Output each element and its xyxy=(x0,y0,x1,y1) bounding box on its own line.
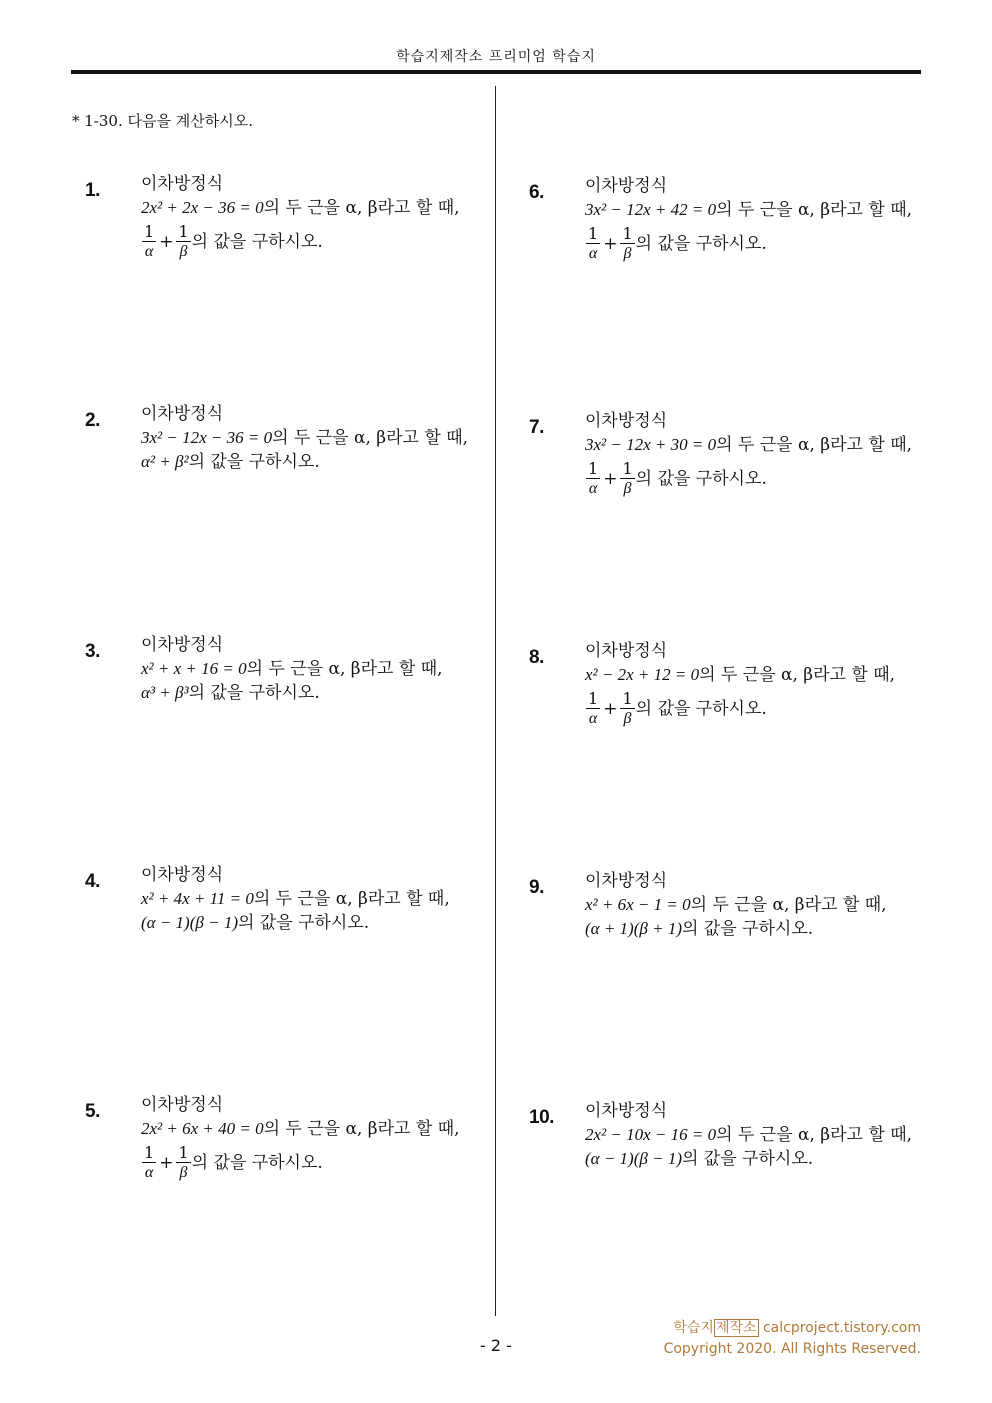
condition-text: 의 두 근을 α, β라고 할 때, xyxy=(716,200,913,220)
problem-body xyxy=(585,1099,945,1171)
problem-title: 이차방정식 xyxy=(585,176,668,196)
problem-title: 이차방정식 xyxy=(141,174,224,194)
target-text: 의 값을 구하시오. xyxy=(681,1149,814,1169)
problem-number: 1. xyxy=(85,180,100,201)
equation: 3x² − 12x − 36 = 0 xyxy=(141,428,273,447)
target-text: 의 값을 구하시오. xyxy=(681,919,814,939)
footer-brand-b: 제작소 xyxy=(715,1320,757,1336)
fraction xyxy=(176,1144,190,1183)
fraction xyxy=(586,460,600,499)
plus-sign: + xyxy=(603,469,618,489)
fraction xyxy=(142,223,156,262)
target-text: 의 값을 구하시오. xyxy=(635,699,767,719)
fraction-numerator: 1 xyxy=(588,458,599,478)
fraction-numerator: 1 xyxy=(588,223,599,243)
fraction-numerator: 1 xyxy=(144,221,155,241)
problem-target-line xyxy=(141,911,501,935)
fraction-numerator: 1 xyxy=(178,221,189,241)
condition-text: 의 두 근을 α, β라고 할 때, xyxy=(246,659,443,679)
fraction-denominator: α xyxy=(144,242,154,260)
problem-number: 5. xyxy=(85,1101,100,1122)
problem-number: 4. xyxy=(85,871,100,892)
problem-target-line xyxy=(141,681,501,705)
problem-condition-line xyxy=(585,1123,945,1147)
target-expression: α³ + β³ xyxy=(141,683,189,702)
condition-text: 의 두 근을 α, β라고 할 때, xyxy=(716,1125,913,1145)
problem-condition-line xyxy=(141,657,501,681)
condition-text: 의 두 근을 α, β라고 할 때, xyxy=(263,1119,460,1139)
equation: 3x² − 12x + 30 = 0 xyxy=(585,435,717,454)
fraction-numerator: 1 xyxy=(622,458,633,478)
fraction xyxy=(620,460,634,499)
equation: x² + x + 16 = 0 xyxy=(141,659,247,678)
problem-condition-line xyxy=(585,663,945,687)
fraction-denominator: β xyxy=(179,1163,188,1181)
equation: x² − 2x + 12 = 0 xyxy=(585,665,700,684)
problem-condition-line xyxy=(585,893,945,917)
problem-target-line xyxy=(585,917,945,941)
plus-sign: + xyxy=(603,699,618,719)
problem-condition-line xyxy=(585,433,945,457)
fraction xyxy=(586,225,600,264)
problem-target-line xyxy=(141,220,501,264)
footer-brand-a: 학습지 xyxy=(673,1320,714,1336)
equation: 2x² + 2x − 36 = 0 xyxy=(141,198,264,217)
problem-title: 이차방정식 xyxy=(141,865,224,885)
problem-number: 6. xyxy=(529,182,544,203)
problem-condition-line xyxy=(141,1117,501,1141)
problem-condition-line xyxy=(141,887,501,911)
fraction-denominator: α xyxy=(588,244,598,262)
problem-target-line xyxy=(585,222,945,266)
fraction xyxy=(176,223,190,262)
equation: x² + 4x + 11 = 0 xyxy=(141,889,254,908)
problem-target-line xyxy=(585,457,945,501)
target-text: 의 값을 구하시오. xyxy=(188,452,320,472)
problem-body xyxy=(585,639,945,731)
problem-title: 이차방정식 xyxy=(141,635,224,655)
plus-sign: + xyxy=(159,1153,174,1173)
condition-text: 의 두 근을 α, β라고 할 때, xyxy=(253,889,450,909)
condition-text: 의 두 근을 α, β라고 할 때, xyxy=(716,435,913,455)
fraction-denominator: β xyxy=(623,709,632,727)
fraction xyxy=(620,690,634,729)
page-header-title: 학습지제작소 프리미엄 학습지 xyxy=(396,49,596,65)
problem-body xyxy=(585,869,945,941)
footer-copyright: Copyright 2020. All Rights Reserved. xyxy=(663,1341,921,1357)
problem-condition-line xyxy=(141,426,501,450)
condition-text: 의 두 근을 α, β라고 할 때, xyxy=(690,895,887,915)
problem-body xyxy=(585,409,945,501)
problem-number: 10. xyxy=(529,1107,554,1128)
problem-title: 이차방정식 xyxy=(585,411,668,431)
target-text: 의 값을 구하시오. xyxy=(191,232,323,252)
fraction-numerator: 1 xyxy=(622,223,633,243)
plus-sign: + xyxy=(603,234,618,254)
problem-number: 8. xyxy=(529,647,544,668)
problem-condition-line xyxy=(585,198,945,222)
instruction-text: * 1-30. 다음을 계산하시오. xyxy=(72,112,253,130)
fraction-denominator: α xyxy=(144,1163,154,1181)
problem-target-line xyxy=(141,1141,501,1185)
problem-body xyxy=(141,402,501,474)
target-expression: α² + β² xyxy=(141,452,189,471)
fraction xyxy=(586,690,600,729)
target-text: 의 값을 구하시오. xyxy=(635,469,767,489)
fraction-numerator: 1 xyxy=(588,688,599,708)
fraction-denominator: α xyxy=(588,479,598,497)
condition-text: 의 두 근을 α, β라고 할 때, xyxy=(699,665,896,685)
problem-body xyxy=(141,1093,501,1185)
problem-body xyxy=(585,174,945,266)
target-text: 의 값을 구하시오. xyxy=(237,913,370,933)
target-text: 의 값을 구하시오. xyxy=(191,1153,323,1173)
equation: 3x² − 12x + 42 = 0 xyxy=(585,200,717,219)
page-number: - 2 - xyxy=(480,1336,512,1355)
plus-sign: + xyxy=(159,232,174,252)
condition-text: 의 두 근을 α, β라고 할 때, xyxy=(272,428,469,448)
target-text: 의 값을 구하시오. xyxy=(188,683,320,703)
problem-title: 이차방정식 xyxy=(585,1101,668,1121)
fraction-denominator: α xyxy=(588,709,598,727)
problem-number: 3. xyxy=(85,641,100,662)
problem-number: 7. xyxy=(529,417,544,438)
header-rule xyxy=(71,70,921,74)
target-expression: (α − 1)(β − 1) xyxy=(141,913,238,932)
problem-body xyxy=(141,172,501,264)
fraction-denominator: β xyxy=(179,242,188,260)
problem-target-line xyxy=(585,687,945,731)
fraction-denominator: β xyxy=(623,479,632,497)
footer-brand-line xyxy=(673,1317,921,1337)
problem-target-line xyxy=(141,450,501,474)
fraction xyxy=(620,225,634,264)
fraction-denominator: β xyxy=(623,244,632,262)
target-text: 의 값을 구하시오. xyxy=(635,234,767,254)
problem-title: 이차방정식 xyxy=(141,1095,224,1115)
equation: 2x² − 10x − 16 = 0 xyxy=(585,1125,717,1144)
equation: 2x² + 6x + 40 = 0 xyxy=(141,1119,264,1138)
problem-body xyxy=(141,863,501,935)
target-expression: (α + 1)(β + 1) xyxy=(585,919,682,938)
problem-title: 이차방정식 xyxy=(585,871,668,891)
fraction xyxy=(142,1144,156,1183)
problem-target-line xyxy=(585,1147,945,1171)
fraction-numerator: 1 xyxy=(178,1142,189,1162)
footer-site: calcproject.tistory.com xyxy=(762,1320,921,1336)
problem-body xyxy=(141,633,501,705)
problem-title: 이차방정식 xyxy=(585,641,668,661)
target-expression: (α − 1)(β − 1) xyxy=(585,1149,682,1168)
fraction-numerator: 1 xyxy=(144,1142,155,1162)
condition-text: 의 두 근을 α, β라고 할 때, xyxy=(263,198,460,218)
problem-number: 9. xyxy=(529,877,544,898)
fraction-numerator: 1 xyxy=(622,688,633,708)
problem-title: 이차방정식 xyxy=(141,404,224,424)
problem-condition-line xyxy=(141,196,501,220)
problem-number: 2. xyxy=(85,410,100,431)
equation: x² + 6x − 1 = 0 xyxy=(585,895,691,914)
